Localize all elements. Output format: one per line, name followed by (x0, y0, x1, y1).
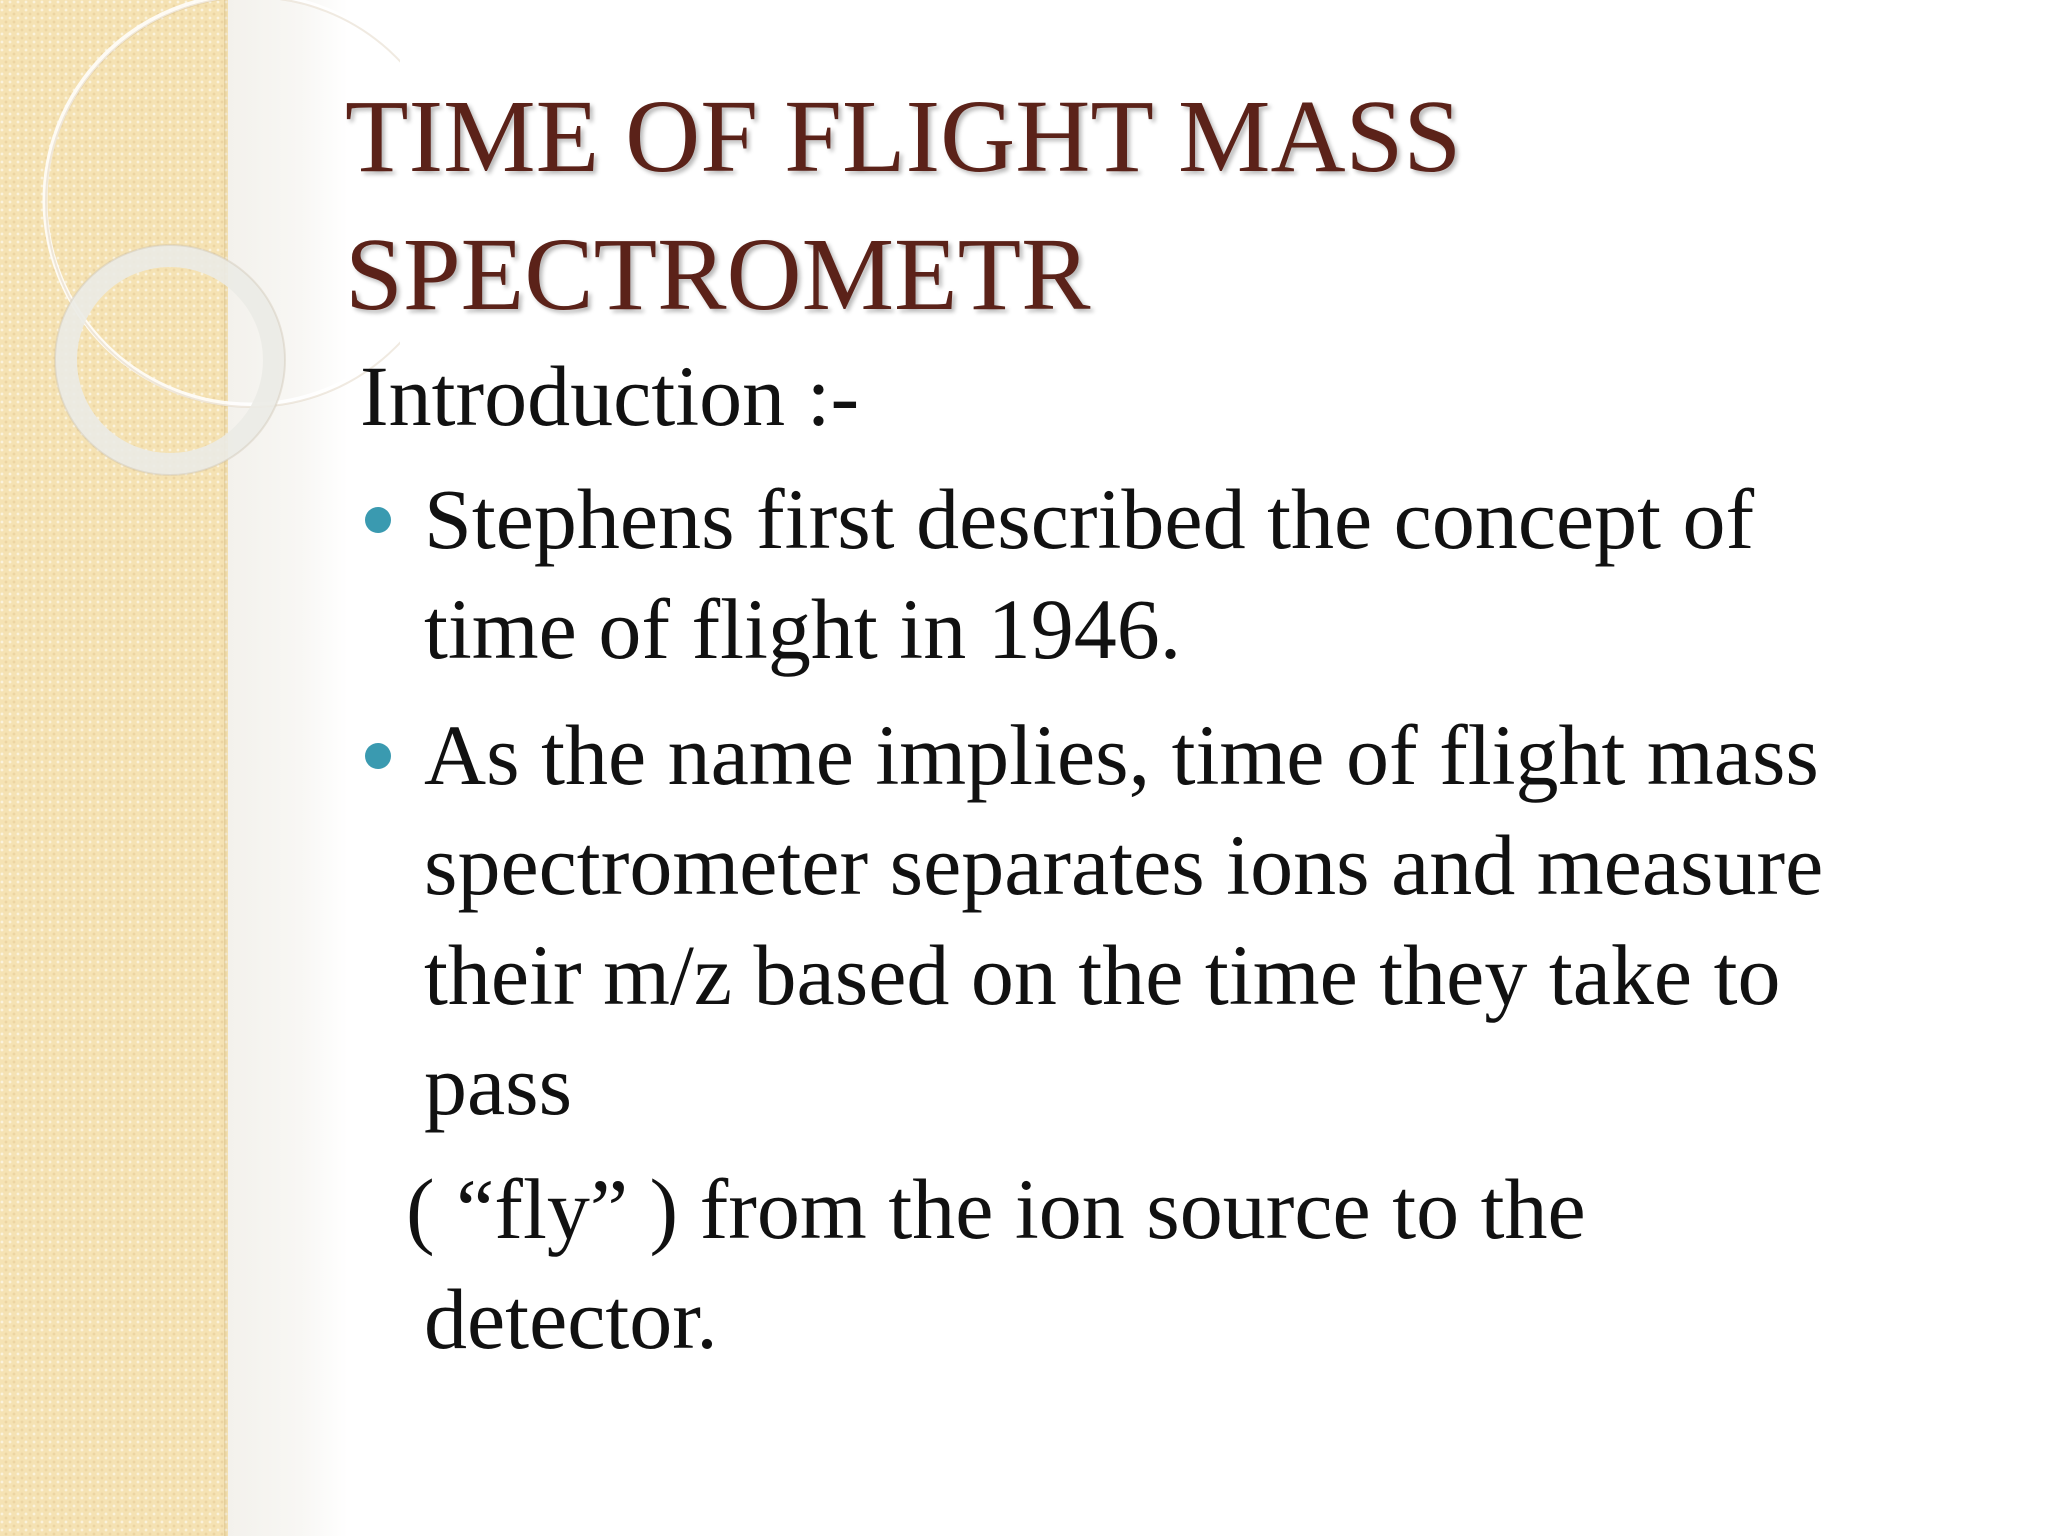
bullet-line: time of flight in 1946. (424, 581, 1182, 677)
slide-title (345, 68, 1461, 344)
bullet-dot-icon (365, 743, 391, 769)
continuation-text (406, 1154, 1586, 1374)
bullet-dot-icon (365, 507, 391, 533)
continuation-line-1: ( “fly” ) from the ion source to the (406, 1161, 1586, 1257)
decorative-small-ring (66, 256, 274, 464)
bullet-line: Stephens first described the concept of (424, 471, 1755, 567)
bullet-line: As the name implies, time of flight mass (424, 707, 1819, 803)
bullet-line: their m/z based on the time they take to (424, 927, 1781, 1023)
continuation-line-2: detector. (424, 1271, 718, 1367)
bullet-item (424, 464, 2004, 684)
decorative-rings (0, 0, 400, 560)
title-line-1: TIME OF FLIGHT MASS (345, 79, 1462, 194)
bullet-list (424, 464, 2004, 1156)
bullet-line: pass (424, 1037, 573, 1133)
bullet-line: spectrometer separates ions and measure (424, 817, 1824, 913)
bullet-item (424, 700, 2004, 1140)
intro-heading: Introduction :- (360, 348, 860, 444)
title-line-2: SPECTROMETR (345, 217, 1091, 332)
